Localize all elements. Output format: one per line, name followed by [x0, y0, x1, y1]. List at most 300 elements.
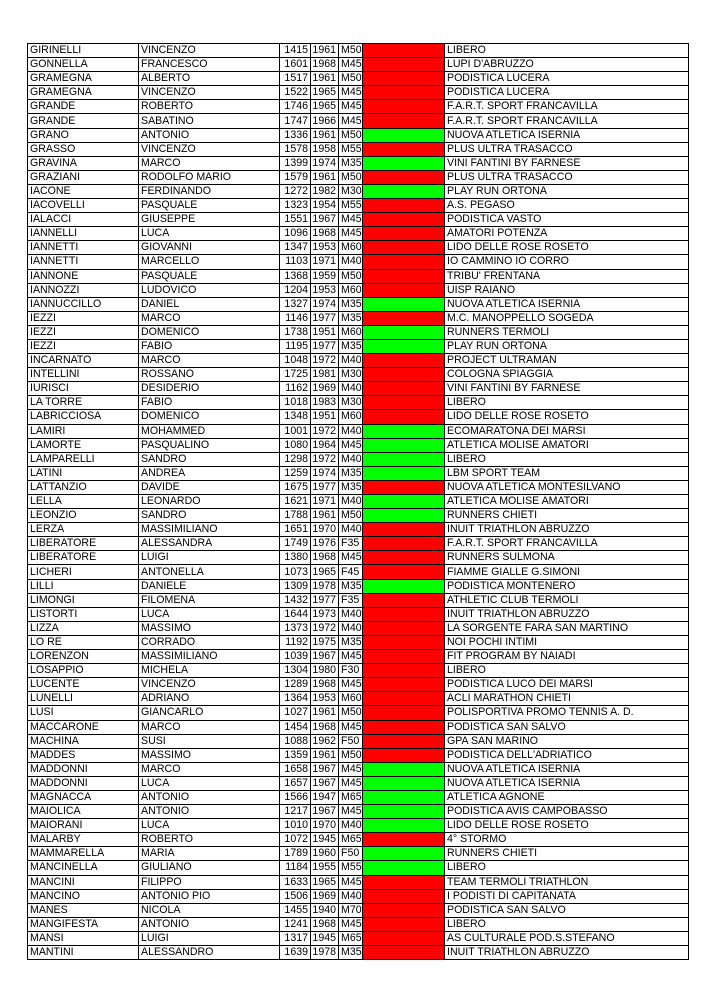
first-name-cell: SUSI — [139, 734, 280, 748]
table-row — [28, 776, 689, 790]
status-cell — [363, 452, 445, 466]
first-name-cell: FERDINANDO — [139, 184, 280, 198]
birth-year-cell: 1970 — [311, 523, 339, 537]
bib-number-cell: 1633 — [280, 875, 311, 889]
birth-year-cell: 1974 — [311, 466, 339, 480]
status-cell — [363, 438, 445, 452]
club-cell: NOI POCHI INTIMI — [445, 635, 689, 649]
bib-number-cell: 1096 — [280, 227, 311, 241]
bib-number-cell: 1289 — [280, 678, 311, 692]
surname-cell: INTELLINI — [28, 368, 139, 382]
first-name-cell: GIANCARLO — [139, 706, 280, 720]
surname-cell: IANNONE — [28, 269, 139, 283]
table-row — [28, 551, 689, 565]
table-row — [28, 903, 689, 917]
surname-cell: GIRINELLI — [28, 44, 139, 58]
category-cell: M55 — [339, 142, 363, 156]
birth-year-cell: 1983 — [311, 396, 339, 410]
surname-cell: LATINI — [28, 466, 139, 480]
category-cell: M70 — [339, 903, 363, 917]
category-cell: M30 — [339, 368, 363, 382]
birth-year-cell: 1967 — [311, 650, 339, 664]
club-cell: PODISTICA LUCERA — [445, 86, 689, 100]
category-cell: M35 — [339, 339, 363, 353]
birth-year-cell: 1970 — [311, 819, 339, 833]
first-name-cell: DANIELE — [139, 579, 280, 593]
status-cell — [363, 466, 445, 480]
surname-cell: MAIORANI — [28, 819, 139, 833]
birth-year-cell: 1980 — [311, 664, 339, 678]
surname-cell: LERZA — [28, 523, 139, 537]
bib-number-cell: 1522 — [280, 86, 311, 100]
birth-year-cell: 1971 — [311, 495, 339, 509]
table-row — [28, 579, 689, 593]
category-cell: M50 — [339, 72, 363, 86]
club-cell: PLAY RUN ORTONA — [445, 184, 689, 198]
bib-number-cell: 1072 — [280, 833, 311, 847]
bib-number-cell: 1348 — [280, 410, 311, 424]
table-row — [28, 255, 689, 269]
first-name-cell: CORRADO — [139, 635, 280, 649]
category-cell: M55 — [339, 199, 363, 213]
table-row — [28, 227, 689, 241]
category-cell: M45 — [339, 650, 363, 664]
status-cell — [363, 664, 445, 678]
bib-number-cell: 1272 — [280, 184, 311, 198]
surname-cell: GRAMEGNA — [28, 86, 139, 100]
first-name-cell: MASSIMILIANO — [139, 523, 280, 537]
first-name-cell: LUCA — [139, 776, 280, 790]
birth-year-cell: 1962 — [311, 734, 339, 748]
table-row — [28, 213, 689, 227]
surname-cell: LAMIRI — [28, 424, 139, 438]
category-cell: M45 — [339, 551, 363, 565]
birth-year-cell: 1953 — [311, 283, 339, 297]
first-name-cell: SANDRO — [139, 509, 280, 523]
status-cell — [363, 523, 445, 537]
bib-number-cell: 1639 — [280, 946, 311, 960]
category-cell: M40 — [339, 621, 363, 635]
table-row — [28, 128, 689, 142]
status-cell — [363, 382, 445, 396]
bib-number-cell: 1399 — [280, 156, 311, 170]
birth-year-cell: 1981 — [311, 368, 339, 382]
surname-cell: MANSI — [28, 931, 139, 945]
category-cell: M35 — [339, 156, 363, 170]
birth-year-cell: 1976 — [311, 537, 339, 551]
birth-year-cell: 1947 — [311, 790, 339, 804]
birth-year-cell: 1968 — [311, 720, 339, 734]
bib-number-cell: 1080 — [280, 438, 311, 452]
bib-number-cell: 1327 — [280, 297, 311, 311]
first-name-cell: DOMENICO — [139, 410, 280, 424]
first-name-cell: FRANCESCO — [139, 58, 280, 72]
club-cell: LIDO DELLE ROSE ROSETO — [445, 410, 689, 424]
club-cell: LUPI D'ABRUZZO — [445, 58, 689, 72]
status-cell — [363, 621, 445, 635]
birth-year-cell: 1968 — [311, 227, 339, 241]
bib-number-cell: 1195 — [280, 339, 311, 353]
surname-cell: IANNETTI — [28, 255, 139, 269]
first-name-cell: ANTONIO — [139, 128, 280, 142]
club-cell: LIDO DELLE ROSE ROSETO — [445, 241, 689, 255]
first-name-cell: RODOLFO MARIO — [139, 170, 280, 184]
table-row — [28, 311, 689, 325]
club-cell: INUIT TRIATHLON ABRUZZO — [445, 607, 689, 621]
surname-cell: LAMPARELLI — [28, 452, 139, 466]
category-cell: M45 — [339, 762, 363, 776]
club-cell: LIBERO — [445, 452, 689, 466]
first-name-cell: FABIO — [139, 396, 280, 410]
birth-year-cell: 1951 — [311, 410, 339, 424]
status-cell — [363, 339, 445, 353]
status-cell — [363, 790, 445, 804]
birth-year-cell: 1959 — [311, 269, 339, 283]
surname-cell: MACCARONE — [28, 720, 139, 734]
surname-cell: IACOVELLI — [28, 199, 139, 213]
status-cell — [363, 551, 445, 565]
surname-cell: GRAZIANI — [28, 170, 139, 184]
table-row — [28, 805, 689, 819]
bib-number-cell: 1789 — [280, 847, 311, 861]
surname-cell: MADDONNI — [28, 776, 139, 790]
first-name-cell: LEONARDO — [139, 495, 280, 509]
first-name-cell: FILIPPO — [139, 875, 280, 889]
first-name-cell: PASQUALE — [139, 269, 280, 283]
surname-cell: MANES — [28, 903, 139, 917]
category-cell: M50 — [339, 170, 363, 184]
status-cell — [363, 410, 445, 424]
table-row — [28, 762, 689, 776]
birth-year-cell: 1966 — [311, 114, 339, 128]
category-cell: M60 — [339, 692, 363, 706]
status-cell — [363, 875, 445, 889]
category-cell: F35 — [339, 537, 363, 551]
table-row — [28, 114, 689, 128]
surname-cell: GONNELLA — [28, 58, 139, 72]
club-cell: AS CULTURALE POD.S.STEFANO — [445, 931, 689, 945]
birth-year-cell: 1978 — [311, 946, 339, 960]
first-name-cell: MOHAMMED — [139, 424, 280, 438]
club-cell: PODISTICA SAN SALVO — [445, 903, 689, 917]
birth-year-cell: 1967 — [311, 805, 339, 819]
first-name-cell: ANTONELLA — [139, 565, 280, 579]
status-cell — [363, 114, 445, 128]
first-name-cell: PASQUALINO — [139, 438, 280, 452]
table-row — [28, 466, 689, 480]
table-row — [28, 382, 689, 396]
status-cell — [363, 593, 445, 607]
birth-year-cell: 1972 — [311, 424, 339, 438]
bib-number-cell: 1039 — [280, 650, 311, 664]
first-name-cell: MASSIMILIANO — [139, 650, 280, 664]
club-cell: NUOVA ATLETICA ISERNIA — [445, 128, 689, 142]
table-row — [28, 156, 689, 170]
category-cell: M35 — [339, 466, 363, 480]
surname-cell: LABRICCIOSA — [28, 410, 139, 424]
surname-cell: LUSI — [28, 706, 139, 720]
status-cell — [363, 917, 445, 931]
surname-cell: MALARBY — [28, 833, 139, 847]
status-cell — [363, 241, 445, 255]
club-cell: F.A.R.T. SPORT FRANCAVILLA — [445, 537, 689, 551]
status-cell — [363, 692, 445, 706]
table-row — [28, 678, 689, 692]
birth-year-cell: 1954 — [311, 199, 339, 213]
first-name-cell: ROSSANO — [139, 368, 280, 382]
birth-year-cell: 1940 — [311, 903, 339, 917]
club-cell: F.A.R.T. SPORT FRANCAVILLA — [445, 114, 689, 128]
bib-number-cell: 1749 — [280, 537, 311, 551]
club-cell: INUIT TRIATHLON ABRUZZO — [445, 523, 689, 537]
status-cell — [363, 100, 445, 114]
club-cell: NUOVA ATLETICA ISERNIA — [445, 776, 689, 790]
first-name-cell: ANTONIO — [139, 805, 280, 819]
status-cell — [363, 58, 445, 72]
first-name-cell: MARCO — [139, 354, 280, 368]
birth-year-cell: 1961 — [311, 128, 339, 142]
birth-year-cell: 1971 — [311, 255, 339, 269]
bib-number-cell: 1579 — [280, 170, 311, 184]
club-cell: NUOVA ATLETICA ISERNIA — [445, 762, 689, 776]
category-cell: M45 — [339, 678, 363, 692]
bib-number-cell: 1317 — [280, 931, 311, 945]
first-name-cell: DESIDERIO — [139, 382, 280, 396]
table-row — [28, 833, 689, 847]
surname-cell: GRAMEGNA — [28, 72, 139, 86]
category-cell: M40 — [339, 607, 363, 621]
table-row — [28, 58, 689, 72]
birth-year-cell: 1972 — [311, 354, 339, 368]
category-cell: M45 — [339, 720, 363, 734]
first-name-cell: LUIGI — [139, 931, 280, 945]
bib-number-cell: 1566 — [280, 790, 311, 804]
surname-cell: LUCENTE — [28, 678, 139, 692]
bib-number-cell: 1088 — [280, 734, 311, 748]
category-cell: M45 — [339, 438, 363, 452]
surname-cell: MAMMARELLA — [28, 847, 139, 861]
club-cell: POLISPORTIVA PROMO TENNIS A. D. — [445, 706, 689, 720]
club-cell: PODISTICA LUCERA — [445, 72, 689, 86]
bib-number-cell: 1506 — [280, 889, 311, 903]
birth-year-cell: 1975 — [311, 635, 339, 649]
first-name-cell: ALESSANDRA — [139, 537, 280, 551]
table-row — [28, 790, 689, 804]
table-row — [28, 692, 689, 706]
status-cell — [363, 142, 445, 156]
club-cell: ACLI MARATHON CHIETI — [445, 692, 689, 706]
club-cell: PODISTICA LUCO DEI MARSI — [445, 678, 689, 692]
category-cell: M40 — [339, 382, 363, 396]
category-cell: F50 — [339, 734, 363, 748]
table-row — [28, 170, 689, 184]
participants-table — [27, 43, 689, 960]
first-name-cell: VINCENZO — [139, 86, 280, 100]
category-cell: F50 — [339, 847, 363, 861]
first-name-cell: DAVIDE — [139, 480, 280, 494]
first-name-cell: DOMENICO — [139, 325, 280, 339]
club-cell: F.A.R.T. SPORT FRANCAVILLA — [445, 100, 689, 114]
status-cell — [363, 184, 445, 198]
bib-number-cell: 1259 — [280, 466, 311, 480]
category-cell: F45 — [339, 565, 363, 579]
table-row — [28, 607, 689, 621]
status-cell — [363, 579, 445, 593]
status-cell — [363, 537, 445, 551]
club-cell: LIBERO — [445, 917, 689, 931]
table-row — [28, 86, 689, 100]
first-name-cell: GIOVANNI — [139, 241, 280, 255]
bib-number-cell: 1788 — [280, 509, 311, 523]
bib-number-cell: 1304 — [280, 664, 311, 678]
surname-cell: GRANDE — [28, 100, 139, 114]
table-row — [28, 537, 689, 551]
first-name-cell: ROBERTO — [139, 100, 280, 114]
first-name-cell: VINCENZO — [139, 678, 280, 692]
club-cell: VINI FANTINI BY FARNESE — [445, 156, 689, 170]
surname-cell: GRANO — [28, 128, 139, 142]
bib-number-cell: 1323 — [280, 199, 311, 213]
category-cell: M35 — [339, 946, 363, 960]
status-cell — [363, 889, 445, 903]
first-name-cell: PASQUALE — [139, 199, 280, 213]
table-row — [28, 861, 689, 875]
bib-number-cell: 1162 — [280, 382, 311, 396]
first-name-cell: ANDREA — [139, 466, 280, 480]
first-name-cell: LUCA — [139, 819, 280, 833]
club-cell: IO CAMMINO IO CORRO — [445, 255, 689, 269]
status-cell — [363, 720, 445, 734]
category-cell: M50 — [339, 128, 363, 142]
surname-cell: MAGNACCA — [28, 790, 139, 804]
table-row — [28, 142, 689, 156]
category-cell: M50 — [339, 44, 363, 58]
bib-number-cell: 1241 — [280, 917, 311, 931]
table-row — [28, 396, 689, 410]
bib-number-cell: 1204 — [280, 283, 311, 297]
surname-cell: LELLA — [28, 495, 139, 509]
bib-number-cell: 1657 — [280, 776, 311, 790]
table-row — [28, 720, 689, 734]
category-cell: M50 — [339, 269, 363, 283]
category-cell: M45 — [339, 805, 363, 819]
birth-year-cell: 1951 — [311, 325, 339, 339]
club-cell: PROJECT ULTRAMAN — [445, 354, 689, 368]
status-cell — [363, 311, 445, 325]
status-cell — [363, 86, 445, 100]
status-cell — [363, 903, 445, 917]
surname-cell: IURISCI — [28, 382, 139, 396]
category-cell: M50 — [339, 748, 363, 762]
first-name-cell: SABATINO — [139, 114, 280, 128]
bib-number-cell: 1651 — [280, 523, 311, 537]
status-cell — [363, 833, 445, 847]
bib-number-cell: 1359 — [280, 748, 311, 762]
surname-cell: LISTORTI — [28, 607, 139, 621]
surname-cell: LICHERI — [28, 565, 139, 579]
birth-year-cell: 1977 — [311, 593, 339, 607]
bib-number-cell: 1455 — [280, 903, 311, 917]
category-cell: M60 — [339, 283, 363, 297]
surname-cell: GRASSO — [28, 142, 139, 156]
table-row — [28, 297, 689, 311]
category-cell: M40 — [339, 819, 363, 833]
club-cell: FIAMME GIALLE G.SIMONI — [445, 565, 689, 579]
status-cell — [363, 213, 445, 227]
birth-year-cell: 1978 — [311, 579, 339, 593]
birth-year-cell: 1958 — [311, 142, 339, 156]
surname-cell: MACHINA — [28, 734, 139, 748]
first-name-cell: GIULIANO — [139, 861, 280, 875]
table-row — [28, 424, 689, 438]
table-row — [28, 354, 689, 368]
club-cell: UISP RAIANO — [445, 283, 689, 297]
table-row — [28, 438, 689, 452]
club-cell: GPA SAN MARINO — [445, 734, 689, 748]
birth-year-cell: 1961 — [311, 72, 339, 86]
bib-number-cell: 1073 — [280, 565, 311, 579]
category-cell: M65 — [339, 833, 363, 847]
surname-cell: LAMORTE — [28, 438, 139, 452]
category-cell: M45 — [339, 114, 363, 128]
surname-cell: LIBERATORE — [28, 551, 139, 565]
birth-year-cell: 1972 — [311, 452, 339, 466]
first-name-cell: ALESSANDRO — [139, 946, 280, 960]
surname-cell: IALACCI — [28, 213, 139, 227]
surname-cell: MANGIFESTA — [28, 917, 139, 931]
status-cell — [363, 931, 445, 945]
category-cell: M60 — [339, 410, 363, 424]
status-cell — [363, 424, 445, 438]
table-row — [28, 269, 689, 283]
status-cell — [363, 762, 445, 776]
first-name-cell: FABIO — [139, 339, 280, 353]
club-cell: LBM SPORT TEAM — [445, 466, 689, 480]
first-name-cell: LUCA — [139, 607, 280, 621]
surname-cell: IEZZI — [28, 311, 139, 325]
table-row — [28, 452, 689, 466]
status-cell — [363, 480, 445, 494]
bib-number-cell: 1738 — [280, 325, 311, 339]
bib-number-cell: 1368 — [280, 269, 311, 283]
surname-cell: MANCINELLA — [28, 861, 139, 875]
status-cell — [363, 565, 445, 579]
table-row — [28, 931, 689, 945]
birth-year-cell: 1945 — [311, 833, 339, 847]
table-row — [28, 410, 689, 424]
birth-year-cell: 1965 — [311, 565, 339, 579]
table-row — [28, 593, 689, 607]
surname-cell: LATTANZIO — [28, 480, 139, 494]
surname-cell: IANNETTI — [28, 241, 139, 255]
first-name-cell: MARCELLO — [139, 255, 280, 269]
status-cell — [363, 170, 445, 184]
category-cell: M35 — [339, 635, 363, 649]
birth-year-cell: 1961 — [311, 748, 339, 762]
club-cell: TEAM TERMOLI TRIATHLON — [445, 875, 689, 889]
status-cell — [363, 368, 445, 382]
club-cell: ATLETICA MOLISE AMATORI — [445, 438, 689, 452]
status-cell — [363, 72, 445, 86]
club-cell: PODISTICA MONTENERO — [445, 579, 689, 593]
status-cell — [363, 199, 445, 213]
table-row — [28, 819, 689, 833]
birth-year-cell: 1977 — [311, 311, 339, 325]
birth-year-cell: 1982 — [311, 184, 339, 198]
category-cell: M40 — [339, 255, 363, 269]
status-cell — [363, 495, 445, 509]
first-name-cell: LUIGI — [139, 551, 280, 565]
